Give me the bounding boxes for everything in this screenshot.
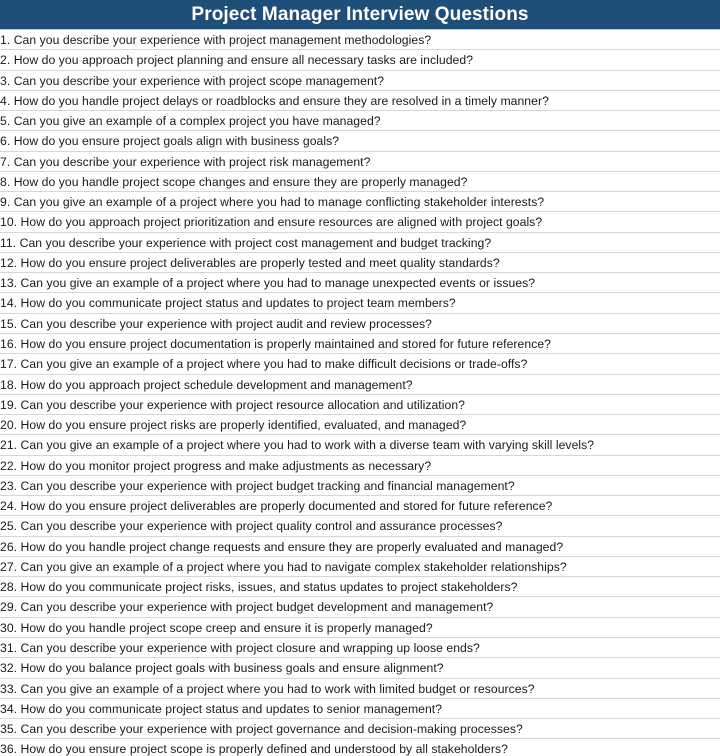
question-text: 10. How do you approach project prioritization and ensure resources are aligned with project goals? — [0, 215, 543, 230]
question-row[interactable] — [0, 496, 720, 516]
question-row[interactable] — [0, 293, 720, 313]
question-text: 4. How do you handle project delays or roadblocks and ensure they are resolved in a timely manner? — [0, 93, 549, 108]
question-row[interactable] — [0, 577, 720, 597]
question-row[interactable] — [0, 233, 720, 253]
question-row[interactable] — [0, 212, 720, 232]
question-text: 21. Can you give an example of a project where you had to work with a diverse team with varying skill levels? — [0, 438, 595, 453]
question-row[interactable] — [0, 739, 720, 756]
question-row[interactable] — [0, 131, 720, 151]
question-row[interactable] — [0, 111, 720, 131]
question-text: 12. How do you ensure project deliverables are properly tested and meet quality standards? — [0, 255, 500, 270]
question-row[interactable] — [0, 152, 720, 172]
question-text: 3. Can you describe your experience with project scope management? — [0, 73, 385, 88]
question-row[interactable] — [0, 314, 720, 334]
question-text: 26. How do you handle project change requests and ensure they are properly evaluated and managed? — [0, 539, 564, 554]
question-text: 30. How do you handle project scope creep and ensure it is properly managed? — [0, 620, 433, 635]
question-text: 25. Can you describe your experience with project quality control and assurance processes? — [0, 519, 503, 534]
question-row[interactable] — [0, 253, 720, 273]
question-row[interactable] — [0, 50, 720, 70]
question-row[interactable] — [0, 476, 720, 496]
question-list — [0, 30, 720, 756]
question-row[interactable] — [0, 699, 720, 719]
question-text: 36. How do you ensure project scope is properly defined and understood by all stakeholders? — [0, 742, 508, 756]
question-text: 34. How do you communicate project status and updates to senior management? — [0, 701, 443, 716]
question-text: 17. Can you give an example of a project where you had to make difficult decisions or trade-offs? — [0, 357, 528, 372]
question-row[interactable] — [0, 273, 720, 293]
question-row[interactable] — [0, 375, 720, 395]
question-row[interactable] — [0, 354, 720, 374]
question-row[interactable] — [0, 638, 720, 658]
question-row[interactable] — [0, 415, 720, 435]
question-text: 8. How do you handle project scope changes and ensure they are properly managed? — [0, 174, 468, 189]
question-text: 23. Can you describe your experience with project budget tracking and financial management? — [0, 478, 515, 493]
question-row[interactable] — [0, 516, 720, 536]
question-row[interactable] — [0, 679, 720, 699]
question-row[interactable] — [0, 557, 720, 577]
question-row[interactable] — [0, 597, 720, 617]
question-text: 35. Can you describe your experience with project governance and decision-making processes? — [0, 722, 523, 737]
question-row[interactable] — [0, 395, 720, 415]
question-text: 9. Can you give an example of a project where you had to manage conflicting stakeholder interests? — [0, 195, 545, 210]
question-text: 2. How do you approach project planning and ensure all necessary tasks are included? — [0, 53, 474, 68]
question-text: 5. Can you give an example of a complex project you have managed? — [0, 114, 381, 129]
question-text: 11. Can you describe your experience with project cost management and budget tracking? — [0, 235, 492, 250]
question-row[interactable] — [0, 334, 720, 354]
question-text: 16. How do you ensure project documentation is properly maintained and stored for future reference? — [0, 336, 551, 351]
question-text: 31. Can you describe your experience with project closure and wrapping up loose ends? — [0, 640, 480, 655]
question-text: 1. Can you describe your experience with project management methodologies? — [0, 33, 432, 47]
question-row[interactable] — [0, 456, 720, 476]
question-text: 20. How do you ensure project risks are properly identified, evaluated, and managed? — [0, 418, 467, 433]
question-text: 13. Can you give an example of a project where you had to manage unexpected events or issues? — [0, 276, 536, 291]
question-row[interactable] — [0, 537, 720, 557]
question-text: 33. Can you give an example of a project where you had to work with limited budget or resources? — [0, 681, 535, 696]
question-text: 22. How do you monitor project progress and make adjustments as necessary? — [0, 458, 432, 473]
question-text: 14. How do you communicate project status and updates to project team members? — [0, 296, 456, 311]
question-text: 19. Can you describe your experience with project resource allocation and utilization? — [0, 397, 465, 412]
sheet-title-cell[interactable] — [0, 0, 720, 30]
sheet-title: Project Manager Interview Questions — [191, 3, 529, 25]
question-row[interactable] — [0, 618, 720, 638]
question-text: 24. How do you ensure project deliverables are properly documented and stored for future reference? — [0, 499, 553, 514]
question-row[interactable] — [0, 658, 720, 678]
question-row[interactable] — [0, 91, 720, 111]
question-text: 29. Can you describe your experience with project budget development and management? — [0, 600, 494, 615]
question-text: 15. Can you describe your experience with project audit and review processes? — [0, 316, 433, 331]
question-row[interactable] — [0, 192, 720, 212]
question-text: 32. How do you balance project goals with business goals and ensure alignment? — [0, 661, 444, 676]
question-text: 27. Can you give an example of a project where you had to navigate complex stakeholder relationships? — [0, 559, 567, 574]
question-text: 28. How do you communicate project risks, issues, and status updates to project stakeholders? — [0, 580, 518, 595]
question-row[interactable] — [0, 71, 720, 91]
question-row[interactable] — [0, 30, 720, 50]
question-text: 18. How do you approach project schedule development and management? — [0, 377, 413, 392]
question-row[interactable] — [0, 719, 720, 739]
question-text: 7. Can you describe your experience with project risk management? — [0, 154, 371, 169]
question-text: 6. How do you ensure project goals align with business goals? — [0, 134, 340, 149]
question-row[interactable] — [0, 435, 720, 455]
question-row[interactable] — [0, 172, 720, 192]
